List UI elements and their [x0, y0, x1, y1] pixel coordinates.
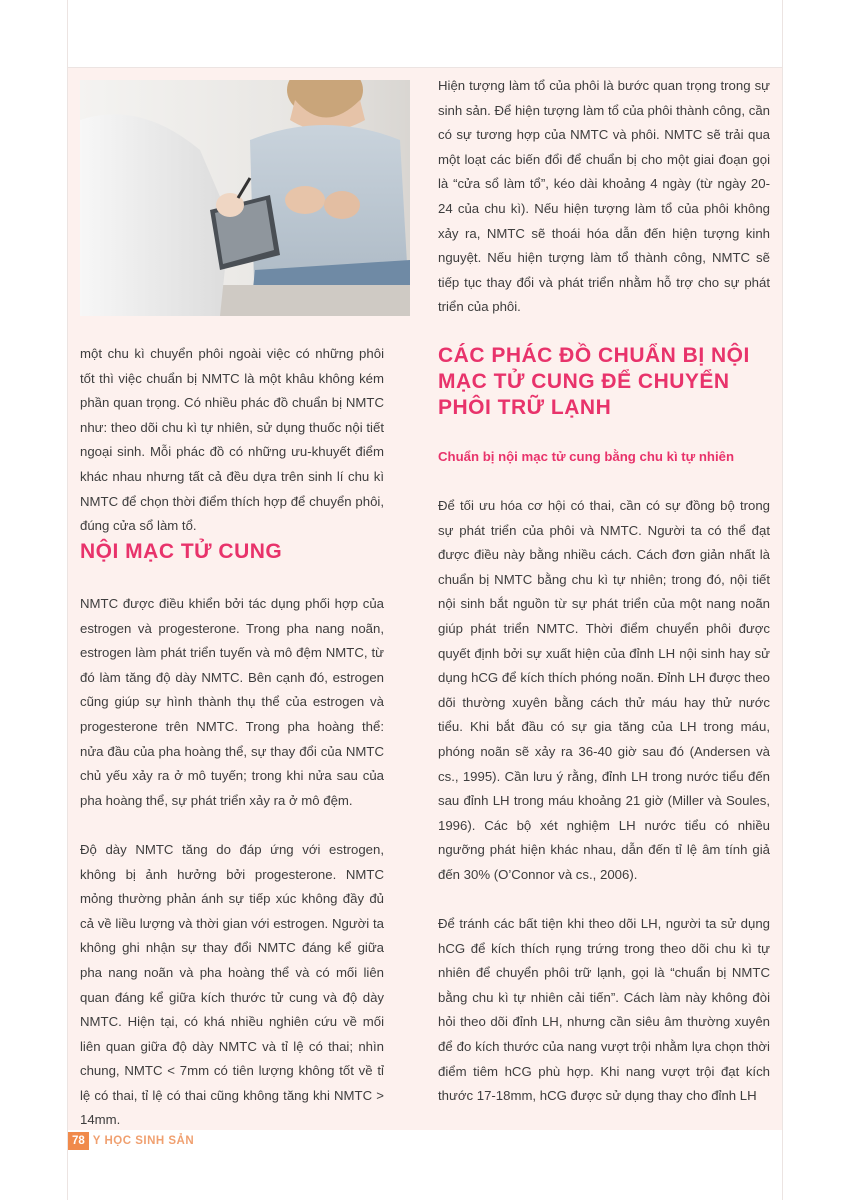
subheading-natural-cycle: Chuẩn bị nội mạc tử cung bằng chu kì tự nhiên — [438, 449, 735, 464]
left-intro-paragraph: một chu kì chuyển phôi ngoài việc có những phôi tốt thì việc chuẩn bị NMTC là một khâu không kém phần quan trọng. Có nhiều phác đồ chuẩn bị NMTC như: theo dõi chu kì tự nhiên, sử dụng thuốc nội tiết ngoại sinh. Mỗi phác đồ có những ưu-khuyết điểm khác nhau nhưng tất cả đều dựa trên sinh lí chu kì NMTC để chọn thời điểm thích hợp để chuyển phôi, đúng cửa sổ làm tổ. — [80, 346, 384, 534]
photo-illustration — [80, 80, 410, 316]
top-margin — [68, 0, 782, 68]
right-intro-paragraph: Hiện tượng làm tổ của phôi là bước quan trọng trong sự sinh sản. Để hiện tượng làm tổ của phôi thành công, cần có sự tương hợp của NMTC và phôi. NMTC sẽ trải qua một loạt các biến đổi để chuẩn bị cho một giai đoạn gọi là “cửa sổ làm tổ”, kéo dài khoảng 4 ngày (từ ngày 20-24 của chu kì). Nếu hiện tượng làm tổ của phôi không xảy ra, NMTC sẽ thoái hóa dẫn đến hiện tượng kinh nguyệt. Nếu hiện tượng làm tổ thành công, NMTC sẽ tiếp tục thay đổi và phát triển nhằm hỗ trợ cho sự phát triển của phôi. — [438, 78, 770, 315]
section-heading-protocols: CÁC PHÁC ĐỒ CHUẨN BỊ NỘI MẠC TỬ CUNG ĐỂ CHUYỂN PHÔI TRỮ LẠNH — [438, 344, 750, 419]
left-gutter-line — [67, 0, 68, 1200]
right-intro-text — [438, 74, 770, 320]
left-body-text — [80, 592, 384, 1133]
left-paragraph-2: Độ dày NMTC tăng do đáp ứng với estrogen, không bị ảnh hưởng bởi progesterone. NMTC mỏng thường phản ánh sự tiếp xúc không đầy đủ cả về liều lượng và thời gian với estrogen. Người ta không ghi nhận sự thay đổi NMTC đáng kể giữa pha nang noãn và pha hoàng thể và có mối liên quan đáng kể giữa kích thước tử cung và độ dày NMTC. Hiện tại, có khá nhiều nghiên cứu về mối liên quan giữa độ dày NMTC và tỉ lệ có thai; nhìn chung, NMTC < 7mm có tiên lượng không tốt về tỉ lệ có thai, tỉ lệ có thai cũng không tăng khi NMTC > 14mm. — [80, 841, 384, 1128]
section-heading-endometrium: NỘI MẠC TỬ CUNG — [80, 540, 283, 563]
right-gutter-line — [782, 0, 783, 1200]
left-intro-text — [80, 342, 384, 539]
right-paragraph-2: Để tránh các bất tiện khi theo dõi LH, người ta sử dụng hCG để kích thích rụng trứng trong theo dõi chu kì tự nhiên để chuyển phôi trữ lạnh, gọi là “chuẩn bị NMTC bằng chu kì tự nhiên cải tiến”. Cách làm này không đòi hỏi theo dõi đỉnh LH, nhưng cần siêu âm thường xuyên để đo kích thước của nang vượt trội nhằm lựa chọn thời điểm tiêm hCG phù hợp. Khi nang vượt trội đạt kích thước 17-18mm, hCG được sử dụng thay cho đỉnh LH — [438, 916, 770, 1104]
top-line — [68, 67, 782, 68]
page-footer — [68, 1131, 194, 1151]
right-body-text — [438, 494, 770, 1109]
page-number: 78 — [68, 1132, 89, 1150]
consultation-photo — [80, 80, 410, 316]
magazine-name: Y HỌC SINH SẢN — [92, 1135, 195, 1147]
left-paragraph-1: NMTC được điều khiển bởi tác dụng phối hợp của estrogen và progesterone. Trong pha nang noãn, estrogen làm phát triển tuyến và mô đệm NMTC, từ đó làm tăng độ dày NMTC. Bên cạnh đó, estrogen cũng giúp sự hình thành thụ thể của estrogen và progesterone trên NMTC. Trong pha hoàng thể: nửa đầu của pha hoàng thể, sự thay đổi của NMTC chủ yếu xảy ra ở mô tuyến; trong khi nửa sau của pha hoàng thể, sự phát triển xảy ra ở mô đệm. — [80, 596, 384, 808]
right-paragraph-1: Để tối ưu hóa cơ hội có thai, cần có sự đồng bộ trong sự phát triển của phôi và NMTC. Người ta có thể đạt được điều này bằng nhiều cách. Cách đơn giản nhất là chuẩn bị NMTC bằng chu kì tự nhiên; trong đó, nội tiết nội sinh bắt nguồn từ sự phát triển của một nang noãn giúp phát triển NMTC. Thời điểm chuyển phôi được quyết định bởi sự xuất hiện của đỉnh LH nội sinh hay sử dụng hCG để kích thích phóng noãn. Đỉnh LH được theo dõi thường xuyên bằng cách thử máu hay thử nước tiểu. Khi bắt đầu có sự gia tăng của LH trong máu, phóng noãn sẽ xảy ra 36-40 giờ sau đó (Andersen và cs., 1995). Cần lưu ý rằng, đỉnh LH trong nước tiểu đến sau đỉnh LH trong máu khoảng 21 giờ (Miller và Soules, 1996). Các bộ xét nghiệm LH nước tiểu có nhiều ngưỡng phát hiện khác nhau, dẫn đến tỉ lệ âm tính giả đến 30% (O’Connor và cs., 2006). — [438, 498, 770, 882]
